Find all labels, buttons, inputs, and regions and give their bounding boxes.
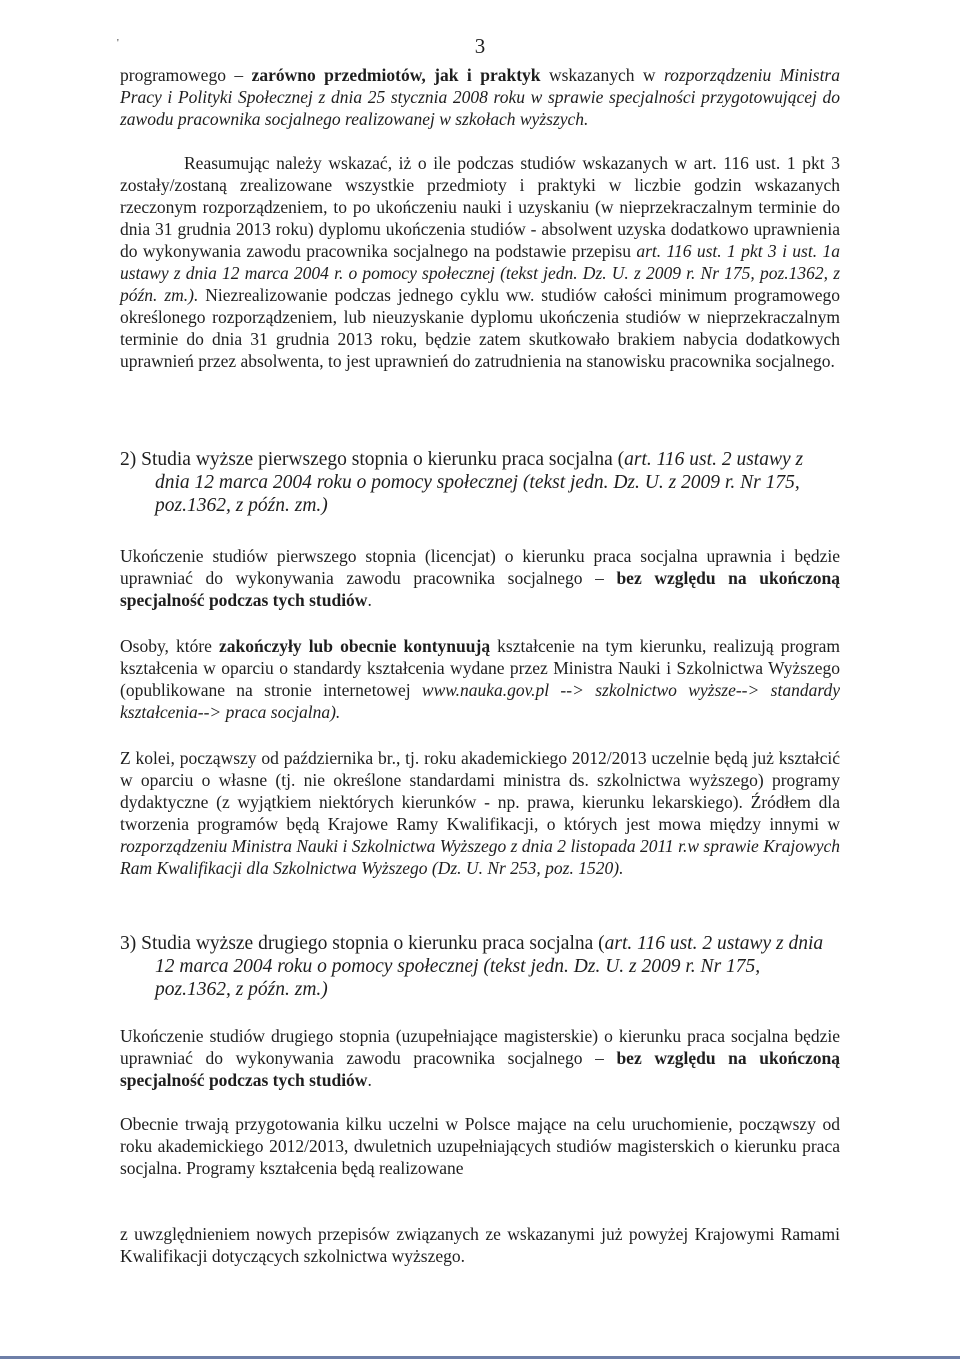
italic-citation: rozporządzeniu Ministra Nauki i Szkolnictwa Wyższego z dnia 2 listopada 2011 r.w sprawie Krajowych Ram Kwalifikacji dla Szkolnictwa Wyższego (Dz. U. Nr 253, poz. 1520).	[120, 836, 840, 878]
paragraph-text	[120, 747, 840, 879]
italic-citation: www.nauka.gov.pl --> szkolnictwo wyższe--> standardy kształcenia--> praca socjalna).	[120, 680, 840, 722]
bold-text: bez względu na ukończoną specjalność podczas tych studiów	[120, 1048, 840, 1090]
paragraph-specializations	[120, 64, 840, 130]
italic-citation: art. 116 ust. 2 ustawy z dnia 12 marca 2004 roku o pomocy społecznej (tekst jedn. Dz. U. z 2009 r. Nr 175, poz.1362, z późn. zm.)	[155, 933, 824, 1000]
text-run: kształcenie na tym kierunku, realizują program kształcenia w oparciu o standardy kształcenia wydane przez Ministra Nauki i Szkolnictwa Wyższego (opublikowane na stronie internetowej	[120, 636, 841, 700]
italic-citation: art. 116 ust. 1 pkt 3 i ust. 1a ustawy z dnia 12 marca 2004 r. o pomocy społecznej (tekst jedn. Dz. U. z 2009 r. Nr 175, poz.1362, z późn. zm.).	[120, 241, 840, 305]
paragraph-first-cycle-rights	[120, 545, 840, 611]
paragraph-text	[120, 635, 840, 723]
bold-text: bez względu na ukończoną specjalność podczas tych studiów	[120, 568, 840, 610]
paragraph-text	[120, 64, 840, 130]
paragraph-text	[120, 1113, 840, 1179]
corner-mark: '	[117, 38, 119, 49]
paragraph-text	[120, 1025, 840, 1091]
bold-text: zarówno przedmiotów, jak i praktyk	[251, 65, 541, 85]
section-heading	[120, 448, 840, 517]
paragraph-qualifications-framework	[120, 747, 840, 879]
text-run: 2) Studia wyższe pierwszego stopnia o kierunku praca socjalna (	[120, 449, 625, 470]
text-run: Reasumując należy wskazać, iż o ile podczas studiów wskazanych w art. 116 ust. 1 pkt 3 zostały/zostaną zrealizowane wszystkie przedmioty i praktyki w liczbie godzin wskazanych rzeczonym rozporządzeniem, to po ukończeniu nauki i uzyskaniu (w nieprzekraczalnym terminie do dnia 31 grudnia 2013 roku) dyplomu ukończenia studiów - absolwent uzyska dodatkowo uprawnienia do wykonywania zawodu pracownika socjalnego na podstawie przepisu	[120, 153, 840, 261]
paragraph-text	[120, 545, 840, 611]
text-run: Ukończenie studiów drugiego stopnia (uzupełniające magisterskie) o kierunku praca socjalna będzie uprawniać do wykonywania zawodu pracownika socjalnego –	[120, 1026, 840, 1068]
text-run: z uwzględnieniem nowych przepisów związanych ze wskazanymi już powyżej Krajowymi Ramami Kwalifikacji dotyczących szkolnictwa wyższego.	[120, 1224, 840, 1266]
italic-citation: art. 116 ust. 2 ustawy z dnia 12 marca 2004 roku o pomocy społecznej (tekst jedn. Dz. U. z 2009 r. Nr 175, poz.1362, z późn. zm.)	[155, 449, 804, 516]
paragraph-preparations	[120, 1113, 840, 1179]
paragraph-text	[120, 152, 840, 372]
paragraph-summary	[120, 152, 840, 372]
text-run: Obecnie trwają przygotowania kilku uczelni w Polsce mające na celu uruchomienie, począwszy od roku akademickiego 2012/2013, dwuletnich uzupełniających studiów magisterskich o kierunku praca socjalna. Programy kształcenia będą realizowane	[120, 1114, 840, 1178]
text-run: programowego –	[120, 65, 252, 85]
heading-first-cycle-studies	[120, 448, 840, 517]
italic-citation: rozporządzeniu Ministra Pracy i Polityki Społecznej z dnia 25 stycznia 2008 roku w sprawie specjalności przygotowującej do zawodu pracownika socjalnego realizowanej w szkołach wyższych.	[120, 65, 840, 129]
text-run: .	[367, 590, 372, 610]
bold-text: zakończyły lub obecnie kontynuują	[219, 636, 491, 656]
bottom-scan-line	[0, 1356, 960, 1359]
text-run: Osoby, które	[120, 636, 220, 656]
text-run: .	[367, 1070, 372, 1090]
paragraph-standards	[120, 635, 840, 723]
paragraph-second-cycle-rights	[120, 1025, 840, 1091]
text-run: Niezrealizowanie podczas jednego cyklu ww. studiów całości minimum programowego określonego rozporządzeniem, lub nieuzyskanie dyplomu ukończenia studiów w nieprzekraczalnym terminie do dnia 31 grudnia 2013 roku, będzie zatem skutkowało brakiem nabycia dodatkowych uprawnień przez absolwenta, to jest uprawnień do zatrudnienia na stanowisku pracownika socjalnego.	[120, 285, 840, 371]
page-number: 3	[474, 34, 486, 58]
section-heading	[120, 932, 840, 1001]
text-run: Z kolei, począwszy od października br., tj. roku akademickiego 2012/2013 uczelnie będą już kształcić w oparciu o własne (tj. nie określone standardami ministra ds. szkolnictwa wyższego) programy dydaktyczne (z wyjątkiem niektórych kierunków - np. prawa, kierunku lekarskiego). Źródłem dla tworzenia programów będą Krajowe Ramy Kwalifikacji, o których jest mowa między innymi w	[120, 748, 840, 834]
text-run: wskazanych w	[540, 65, 664, 85]
paragraph-text	[120, 1223, 840, 1267]
text-run: Ukończenie studiów pierwszego stopnia (licencjat) o kierunku praca socjalna uprawnia i będzie uprawniać do wykonywania zawodu pracownika socjalnego –	[120, 546, 840, 588]
heading-second-cycle-studies	[120, 932, 840, 1001]
paragraph-new-regulations	[120, 1223, 840, 1267]
text-run: 3) Studia wyższe drugiego stopnia o kierunku praca socjalna (	[120, 933, 605, 954]
